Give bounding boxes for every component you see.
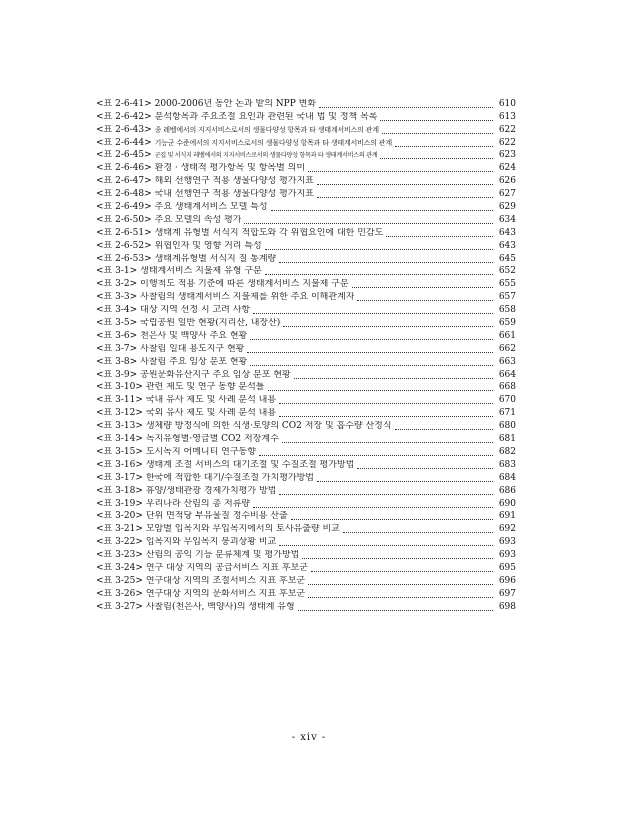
toc-entry-page: 682 <box>498 446 516 457</box>
toc-entry-label: <표 3-1> <box>96 266 138 277</box>
dot-leader <box>250 333 493 340</box>
toc-entry-label: <표 3-15> <box>96 446 143 457</box>
toc-entry <box>96 290 516 303</box>
toc-entry-label: <표 3-25> <box>96 575 143 586</box>
toc-entry <box>96 561 516 574</box>
toc-entry-label: <표 3-7> <box>96 343 138 354</box>
toc-entry-label: <표 2-6-46> <box>96 163 152 174</box>
toc-entry-page: 626 <box>498 176 516 187</box>
toc-entry-page: 693 <box>498 537 516 548</box>
dot-leader <box>279 539 493 546</box>
dot-leader <box>302 552 493 559</box>
toc-entry-page: 696 <box>498 575 516 586</box>
toc-entry-title: 사찰림 일대 용도지구 현황 <box>140 343 245 354</box>
dot-leader <box>382 127 493 134</box>
toc-entry-title: 천은사 및 백양사 주요 현황 <box>140 330 248 341</box>
toc-entry-label: <표 2-6-45> <box>96 150 152 161</box>
dot-leader <box>244 217 493 224</box>
toc-entry <box>96 471 516 484</box>
toc-entry-label: <표 2-6-50> <box>96 214 152 225</box>
toc-entry-title: 생태계 유형별 서식지 적합도와 각 위협요인에 대한 민감도 <box>154 227 384 238</box>
toc-entry-title: 국립공원 일반 현황(지리산, 내장산) <box>140 318 281 329</box>
toc-entry-title: 한국에 적합한 대기/수질조절 가치평가방법 <box>145 472 314 483</box>
dot-leader <box>259 449 493 456</box>
dot-leader <box>380 152 493 159</box>
toc-entry-title: 공원문화유산지구 주요 임상 분포 현황 <box>140 369 291 380</box>
dot-leader <box>265 243 493 250</box>
toc-entry-title: 국내 유사 제도 및 사례 분석 내용 <box>145 395 277 406</box>
dot-leader <box>282 436 493 443</box>
toc-entry <box>96 110 516 123</box>
toc-entry-page: 655 <box>498 279 516 290</box>
toc-entry-page: 643 <box>498 240 516 251</box>
page-number: - xiv - <box>291 732 327 743</box>
toc-entry-page: 624 <box>498 163 516 174</box>
toc-entry-label: <표 3-26> <box>96 588 143 599</box>
toc-entry <box>96 265 516 278</box>
toc-entry-title: 관련 제도 및 연구 동향 분석틀 <box>145 382 265 393</box>
toc-entry-page: 623 <box>498 150 516 161</box>
dot-leader <box>352 281 493 288</box>
dot-leader <box>279 256 493 263</box>
toc-entry-title: 생태계 조절 서비스의 대기조절 및 수질조절 평가방법 <box>145 459 355 470</box>
toc-entry-label: <표 3-27> <box>96 601 143 612</box>
toc-entry-title: 사찰림의 생태계서비스 지불제를 위한 주요 이해관계자 <box>140 292 355 303</box>
toc-entry-page: 697 <box>498 588 516 599</box>
toc-entry <box>96 342 516 355</box>
toc-entry-page: 662 <box>498 343 516 354</box>
toc-entry-page: 663 <box>498 356 516 367</box>
toc-entry-page: 657 <box>498 292 516 303</box>
toc-entry-page: 671 <box>498 408 516 419</box>
toc-entry-page: 691 <box>498 511 516 522</box>
toc-entry-label: <표 3-11> <box>96 395 143 406</box>
toc-entry-label: <표 2-6-44> <box>96 137 152 148</box>
toc-entry-title: 우리나라 산림의 총 저류량 <box>145 498 251 509</box>
toc-entry-title: 입목지와 무입목지 붕괴상황 비교 <box>145 537 277 548</box>
toc-entry <box>96 161 516 174</box>
toc-entry-label: <표 2-6-53> <box>96 253 152 264</box>
toc-entry-label: <표 3-21> <box>96 524 143 535</box>
toc-entry <box>96 187 516 200</box>
toc-entry <box>96 497 516 510</box>
toc-entry-label: <표 3-20> <box>96 511 143 522</box>
dot-leader <box>319 101 493 108</box>
toc-entry <box>96 393 516 406</box>
toc-entry <box>96 316 516 329</box>
toc-entry-title: 연구대상 지역의 조절서비스 지표 후보군 <box>145 575 306 586</box>
toc-entry-title: 생태계서비스 지불제 유형 구분 <box>140 266 262 277</box>
toc-entry-title: 2000-2006년 동안 논과 밭의 NPP 변화 <box>154 98 317 109</box>
toc-entry-page: 695 <box>498 562 516 573</box>
toc-entry-page: 670 <box>498 395 516 406</box>
dot-leader <box>291 513 493 520</box>
toc-entry-title: 위협인자 및 영향 거리 특성 <box>154 240 262 251</box>
toc-entry-label: <표 3-12> <box>96 408 143 419</box>
toc-entry-page: 622 <box>498 124 516 135</box>
toc-entry <box>96 381 516 394</box>
toc-entry-title: 녹지유형별·영급별 CO2 저장계수 <box>145 434 279 445</box>
toc-entry <box>96 252 516 265</box>
dot-leader <box>294 372 493 379</box>
toc-entry-page: 659 <box>498 318 516 329</box>
dot-leader <box>395 140 493 147</box>
toc-entry-label: <표 3-13> <box>96 421 143 432</box>
toc-entry <box>96 522 516 535</box>
toc-entry-label: <표 2-6-51> <box>96 227 152 238</box>
toc-entry <box>96 458 516 471</box>
dot-leader <box>357 294 493 301</box>
dot-leader <box>298 604 493 611</box>
dot-leader <box>317 191 493 198</box>
toc-entry-title: 주요 모델의 속성 평가 <box>154 214 242 225</box>
toc-entry-page: 652 <box>498 266 516 277</box>
toc-entry-page: 627 <box>498 189 516 200</box>
toc-entry-title: 생태계유형별 서식지 질 통계량 <box>154 253 277 264</box>
toc-entry-page: 686 <box>498 485 516 496</box>
toc-entry <box>96 136 516 149</box>
toc-entry-page: 664 <box>498 369 516 380</box>
toc-entry <box>96 329 516 342</box>
dot-leader <box>279 397 493 404</box>
toc-entry-page: 629 <box>498 202 516 213</box>
toc-entry-page: 668 <box>498 382 516 393</box>
toc-entry-page: 622 <box>498 137 516 148</box>
dot-leader <box>308 591 493 598</box>
toc-entry-title: 주요 생태계서비스 모델 특성 <box>154 202 268 213</box>
toc-entry-page: 690 <box>498 498 516 509</box>
toc-entry <box>96 213 516 226</box>
toc-entry-title: 종 레벨에서의 지지서비스로서의 생물다양성 항목과 타 생태계서비스의 관계 <box>154 125 379 134</box>
toc-entry-label: <표 2-6-43> <box>96 124 152 135</box>
toc-entry-title: 휴양/생태관광 경제가치평가 방법 <box>145 485 277 496</box>
toc-entry-label: <표 3-8> <box>96 356 138 367</box>
toc-entry-label: <표 2-6-42> <box>96 111 152 122</box>
toc-entry-label: <표 3-5> <box>96 318 138 329</box>
toc-entry-title: 모암별 입목지와 무입목지에서의 토사유출량 비교 <box>145 524 340 535</box>
toc-entry-label: <표 3-3> <box>96 292 138 303</box>
toc-entry-page: 610 <box>498 98 516 109</box>
toc-entry <box>96 406 516 419</box>
toc-entry <box>96 226 516 239</box>
toc-entry-label: <표 2-6-41> <box>96 98 152 109</box>
toc-entry-label: <표 3-18> <box>96 485 143 496</box>
toc-entry <box>96 355 516 368</box>
toc-entry <box>96 419 516 432</box>
toc-entry-page: 683 <box>498 459 516 470</box>
toc-entry-page: 681 <box>498 434 516 445</box>
dot-leader <box>253 307 493 314</box>
dot-leader <box>250 359 493 366</box>
dot-leader <box>317 475 493 482</box>
toc-entry <box>96 174 516 187</box>
toc-entry <box>96 587 516 600</box>
toc-entry <box>96 200 516 213</box>
toc-entry <box>96 277 516 290</box>
dot-leader <box>395 423 493 430</box>
toc-entry <box>96 432 516 445</box>
dot-leader <box>271 204 493 211</box>
toc-entry-page: 684 <box>498 472 516 483</box>
toc-entry-page: 634 <box>498 214 516 225</box>
dot-leader <box>308 578 493 585</box>
toc-entry-page: 698 <box>498 601 516 612</box>
toc-entry-label: <표 3-10> <box>96 382 143 393</box>
toc-entry-title: 해외 선행연구 적용 생물다양성 평가지표 <box>154 176 314 187</box>
dot-leader <box>311 565 493 572</box>
toc-entry-label: <표 3-16> <box>96 459 143 470</box>
toc-entry-label: <표 2-6-47> <box>96 176 152 187</box>
dot-leader <box>380 114 493 121</box>
toc-entry <box>96 548 516 561</box>
toc-entry <box>96 535 516 548</box>
dot-leader <box>317 178 493 185</box>
toc-entry-label: <표 3-6> <box>96 330 138 341</box>
toc-entry-title: 환경 · 생태적 평가항목 및 항목별 의미 <box>154 163 306 174</box>
toc-entry-title: 분석항목과 주요조절 요인과 관련된 국내 법 및 정책 목록 <box>154 111 378 122</box>
toc-entry-label: <표 3-2> <box>96 279 138 290</box>
toc-entry-page: 680 <box>498 421 516 432</box>
dot-leader <box>357 462 493 469</box>
toc-entry-title: 사찰림(천은사, 백양사)의 생태계 유형 <box>145 601 295 612</box>
toc-entry-title: 사찰림 주요 임상 분포 현황 <box>140 356 248 367</box>
toc-entry-label: <표 2-6-52> <box>96 240 152 251</box>
toc-entry <box>96 445 516 458</box>
toc-entry-title: 이행척도 적용 기준에 따른 생태계서비스 지불제 구분 <box>140 279 349 290</box>
toc-entry-title: 국내 선행연구 적용 생물다양성 평가지표 <box>154 189 314 200</box>
dot-leader <box>265 268 493 275</box>
toc-entry-label: <표 3-24> <box>96 562 143 573</box>
toc-entry-title: 기능군 수준에서의 지지서비스로서의 생물다양성 항목과 타 생태계서비스의 관계 <box>154 138 392 147</box>
table-of-contents-list <box>96 97 516 613</box>
toc-entry <box>96 510 516 523</box>
toc-entry-label: <표 3-17> <box>96 472 143 483</box>
toc-entry <box>96 574 516 587</box>
toc-entry <box>96 239 516 252</box>
toc-entry-label: <표 3-23> <box>96 550 143 561</box>
toc-entry <box>96 303 516 316</box>
toc-entry-title: 국외 유사 제도 및 사례 분석 내용 <box>145 408 277 419</box>
dot-leader <box>247 346 493 353</box>
toc-entry <box>96 600 516 613</box>
toc-entry-page: 645 <box>498 253 516 264</box>
toc-entry-title: 연구 대상 지역의 공급서비스 지표 후보군 <box>145 562 308 573</box>
dot-leader <box>279 488 493 495</box>
dot-leader <box>386 230 493 237</box>
dot-leader <box>283 320 493 327</box>
toc-entry <box>96 97 516 110</box>
toc-entry <box>96 123 516 136</box>
toc-entry-page: 658 <box>498 305 516 316</box>
toc-entry <box>96 368 516 381</box>
toc-entry-label: <표 3-19> <box>96 498 143 509</box>
toc-entry-title: 단위 면적당 부유물질 정수비용 산출 <box>145 511 288 522</box>
toc-entry-title: 생체량 방정식에 의한 식생·토양의 CO2 저장 및 흡수량 산정식 <box>145 421 392 432</box>
dot-leader <box>343 526 493 533</box>
dot-leader <box>268 384 494 391</box>
toc-entry-label: <표 3-4> <box>96 305 138 316</box>
toc-entry <box>96 484 516 497</box>
toc-entry-title: 연구대상 지역의 문화서비스 지표 후보군 <box>145 588 306 599</box>
dot-leader <box>253 501 493 508</box>
toc-entry-page: 661 <box>498 330 516 341</box>
toc-entry-label: <표 2-6-49> <box>96 202 152 213</box>
dot-leader <box>279 410 493 417</box>
toc-entry-page: 643 <box>498 227 516 238</box>
toc-entry-label: <표 3-14> <box>96 434 143 445</box>
toc-entry-title: 도시녹지 어메니티 연구동향 <box>145 446 256 457</box>
toc-entry-label: <표 2-6-48> <box>96 189 152 200</box>
toc-entry-page: 613 <box>498 111 516 122</box>
dot-leader <box>308 165 493 172</box>
toc-entry-title: 산림의 공익 기능 분류체계 및 평가방법 <box>145 550 300 561</box>
toc-entry-page: 693 <box>498 550 516 561</box>
toc-entry-title: 대상 지역 선정 시 고려 사항 <box>140 305 251 316</box>
toc-entry-title: 군집 및 서식지 레벨에서의 지지서비스로서의 생물다양성 항목과 타 생태계서비스의 관계 <box>154 152 378 160</box>
toc-entry-label: <표 3-9> <box>96 369 138 380</box>
toc-entry <box>96 149 516 162</box>
toc-entry-label: <표 3-22> <box>96 537 143 548</box>
toc-entry-page: 692 <box>498 524 516 535</box>
